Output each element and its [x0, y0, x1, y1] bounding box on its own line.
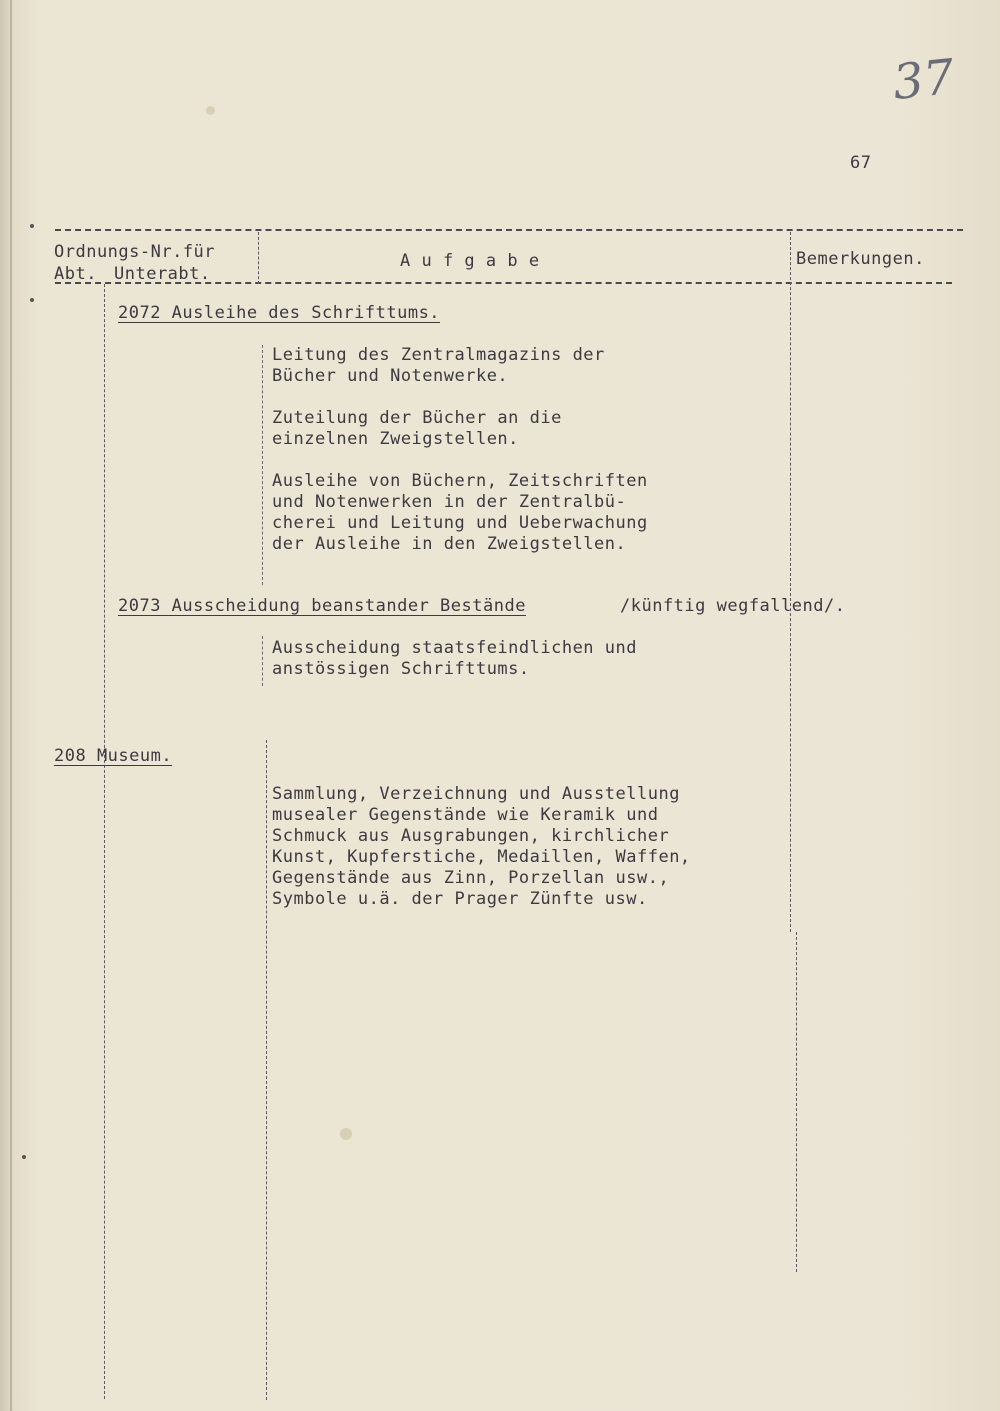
- margin-dot: [30, 224, 34, 228]
- margin-dot: [22, 1155, 26, 1159]
- text-line: Kunst, Kupferstiche, Medaillen, Waffen,: [272, 847, 691, 867]
- text-line: der Ausleihe in den Zweigstellen.: [272, 534, 627, 554]
- text-line: und Notenwerken in der Zentralbü-: [272, 492, 627, 512]
- entry-text-2072-ausleihe: [272, 471, 648, 555]
- page-number: 67: [850, 153, 872, 173]
- header-unterabt: Unterabt.: [114, 264, 211, 284]
- entry-text-2072-leitung: [272, 345, 605, 387]
- text-line: Symbole u.ä. der Prager Zünfte usw.: [272, 889, 648, 909]
- header-ordnungs-nr: Ordnungs-Nr.für: [54, 242, 216, 262]
- text-line: Ausscheidung staatsfeindlichen und: [272, 638, 637, 658]
- text-line: Sammlung, Verzeichnung und Ausstellung: [272, 784, 680, 804]
- text-line: Schmuck aus Ausgrabungen, kirchlicher: [272, 826, 670, 846]
- entry-text-2073-ausscheidung: [272, 638, 637, 680]
- text-line: anstössigen Schrifttums.: [272, 659, 530, 679]
- entry-remark-2073: /künftig wegfallend/.: [620, 596, 846, 616]
- header-bemerkungen: Bemerkungen.: [796, 249, 925, 269]
- text-line: Ausleihe von Büchern, Zeitschriften: [272, 471, 648, 491]
- entry-heading-208: 208 Museum.: [54, 746, 173, 766]
- entry-text-208-sammlung: [272, 784, 691, 910]
- column-divider-abt: [104, 284, 105, 1399]
- text-line: einzelnen Zweigstellen.: [272, 429, 519, 449]
- paragraph-bracket: [262, 636, 263, 686]
- entry-heading-2073: 2073 Ausscheidung beanstander Bestände: [118, 596, 526, 616]
- text-line: Gegenstände aus Zinn, Porzellan usw.,: [272, 868, 670, 888]
- margin-dot: [30, 298, 34, 302]
- binding-edge: [10, 0, 12, 1411]
- paragraph-bracket: [262, 345, 263, 585]
- entry-heading-2072: 2072 Ausleihe des Schrifttums.: [118, 303, 441, 323]
- text-line: Zuteilung der Bücher an die: [272, 408, 562, 428]
- entry-text-2072-zuteilung: [272, 408, 562, 450]
- header-top-rule: [55, 229, 963, 231]
- text-line: musealer Gegenstände wie Keramik und: [272, 805, 659, 825]
- column-divider-aufgabe-body: [266, 740, 267, 1400]
- folio-number: 37: [890, 48, 957, 112]
- header-abt: Abt.: [54, 264, 97, 284]
- text-line: cherei und Leitung und Ueberwachung: [272, 513, 648, 533]
- paper-stain: [206, 106, 215, 115]
- paper-stain: [340, 1128, 352, 1140]
- column-divider-aufgabe: [258, 232, 259, 284]
- text-line: Bücher und Notenwerke.: [272, 366, 509, 386]
- column-divider-bemerkungen-lower: [796, 932, 797, 1272]
- text-line: Leitung des Zentralmagazins der: [272, 345, 605, 365]
- column-divider-bemerkungen: [790, 232, 791, 932]
- header-aufgabe: A u f g a b e: [400, 251, 540, 271]
